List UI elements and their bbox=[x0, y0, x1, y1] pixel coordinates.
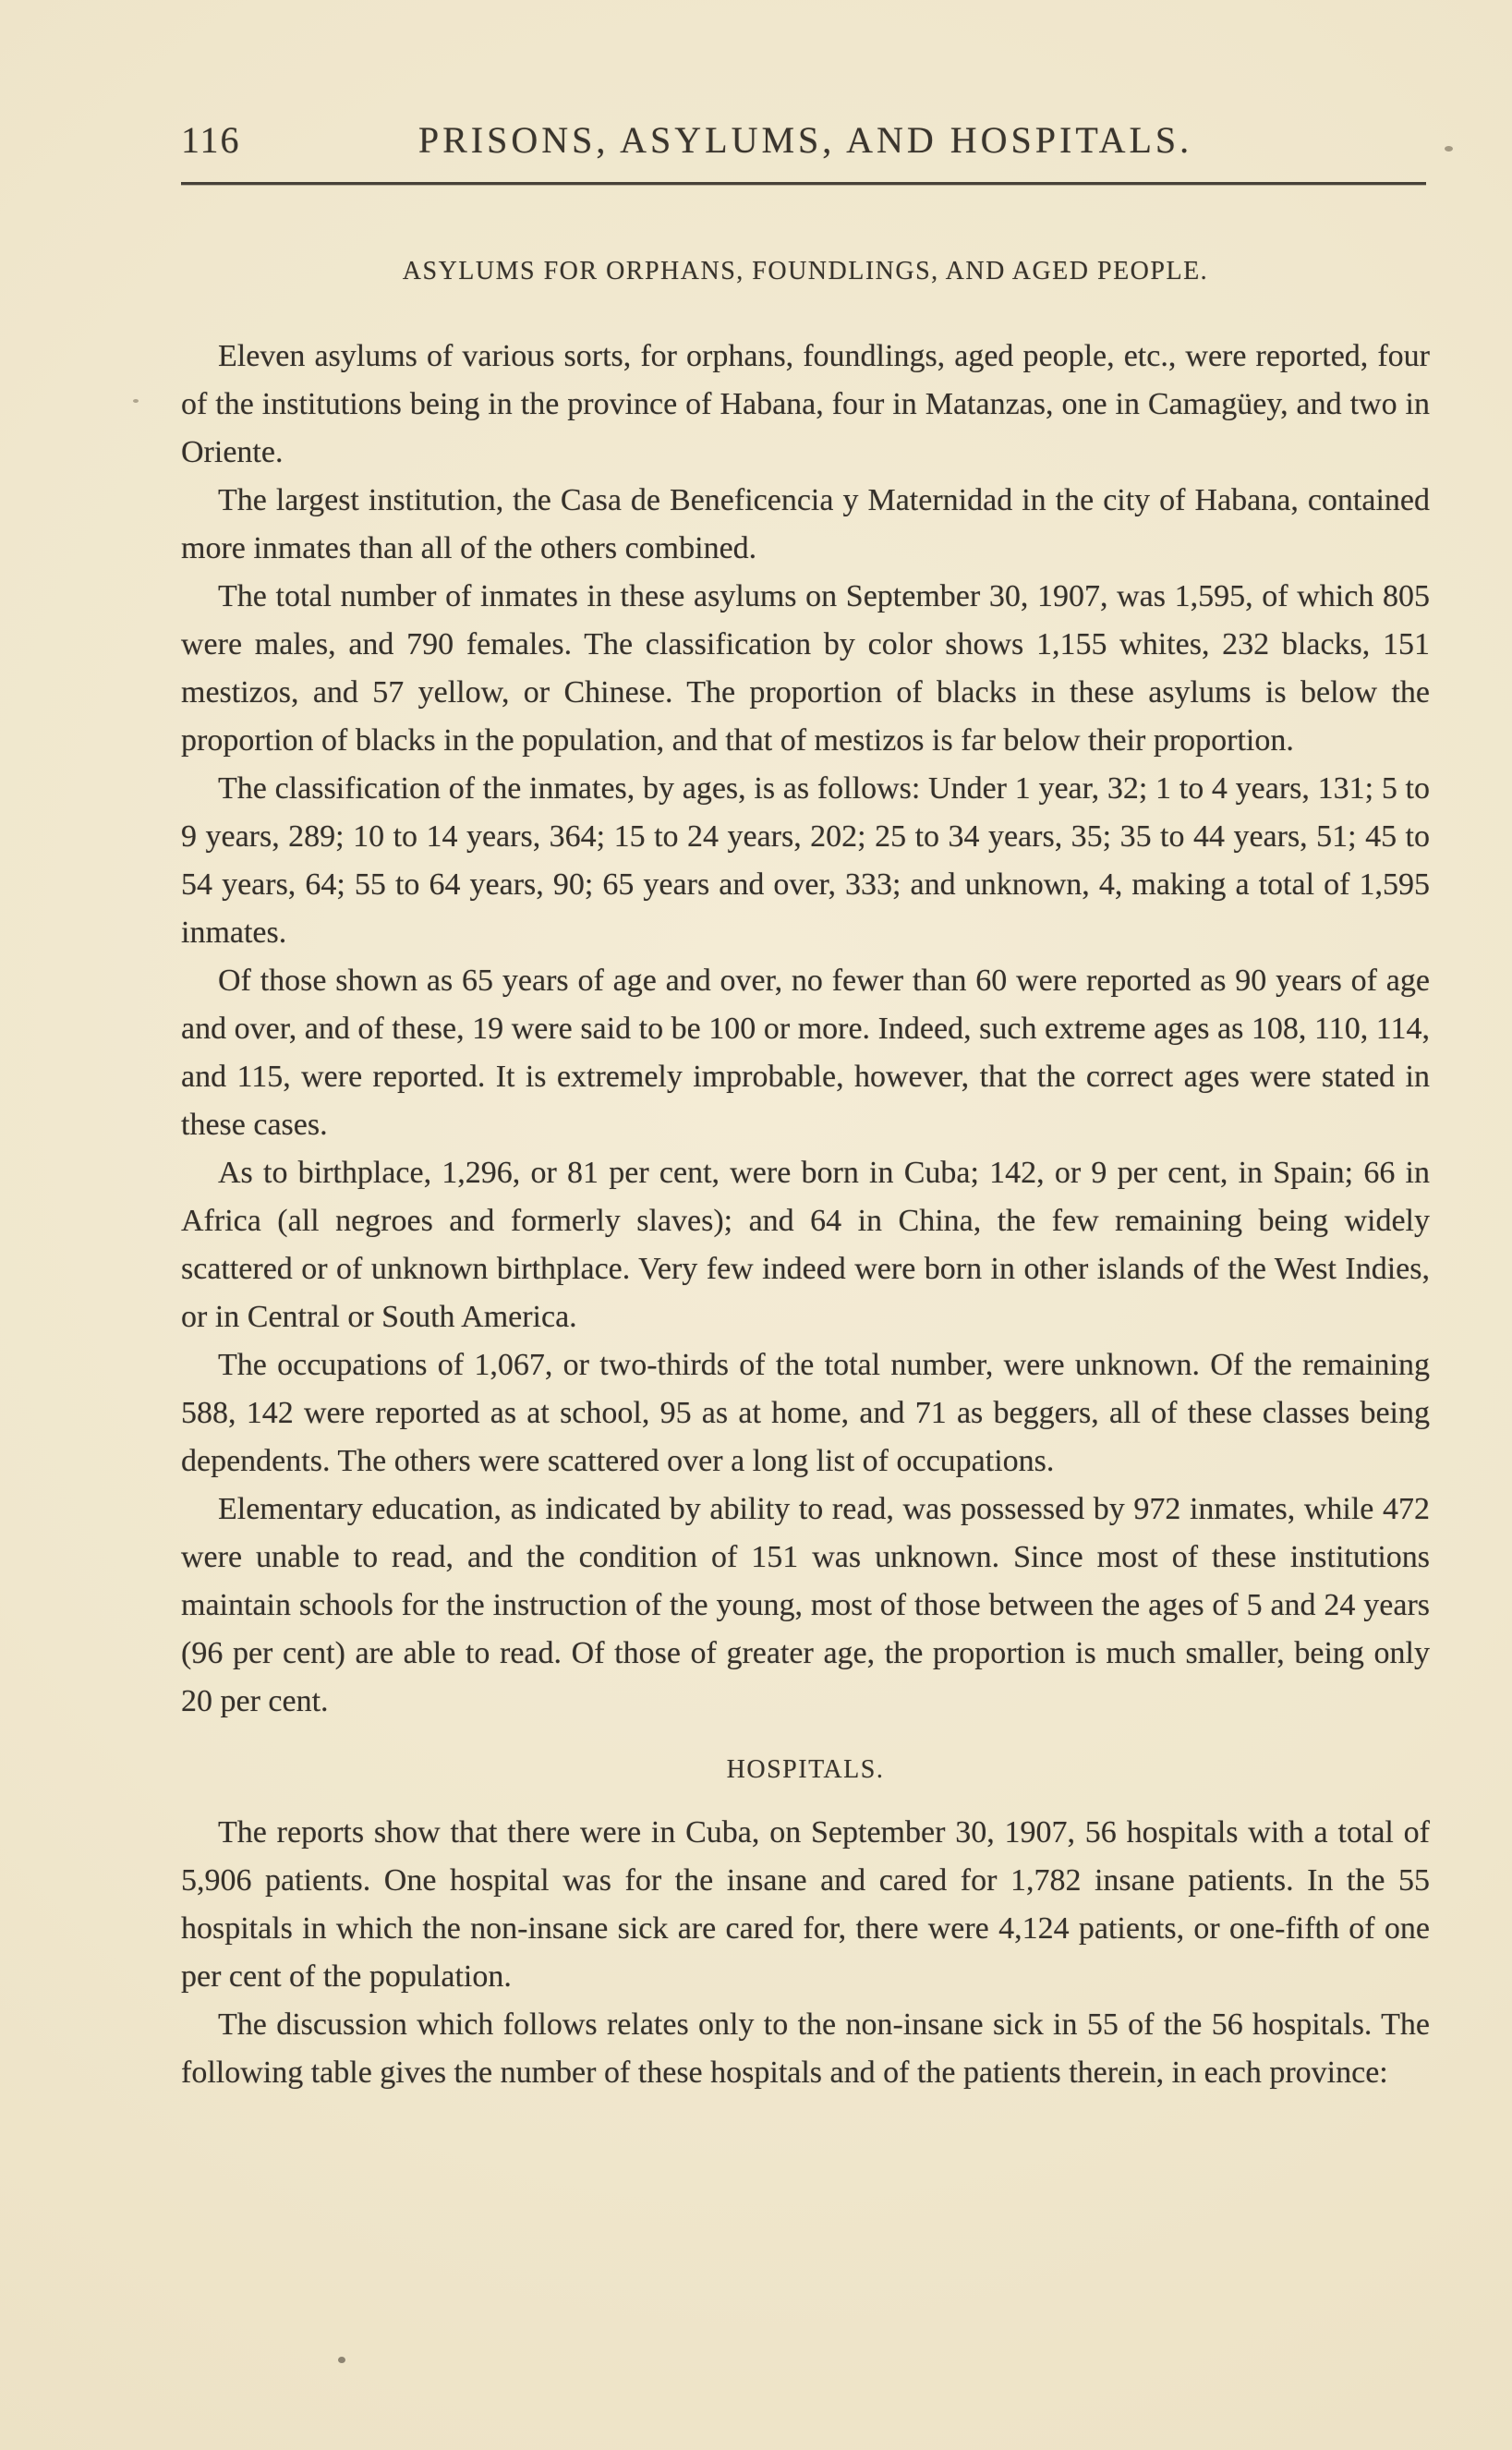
paragraph: The occupations of 1,067, or two-thirds of the total number, were unknown. Of the remaining 588, 142 were reported as at school, 95 as at home, and 71 as beggers, all of these classes being dependents. The others were scattered over a long list of occupations. bbox=[181, 1348, 1430, 1478]
paragraph: Of those shown as 65 years of age and over, no fewer than 60 were reported as 90 years of age and over, and of these, 19 were said to be 100 or more. Indeed, such extreme ages as 108, 110, 114, and 115, were reported. It is extremely improbable, however, that the correct ages were stated in these cases. bbox=[181, 964, 1430, 1142]
paragraph: The reports show that there were in Cuba, on September 30, 1907, 56 hospitals with a total of 5,906 patients. One hospital was for the insane and cared for 1,782 insane patients. In the 55 hospitals in which the non-insane sick are cared for, there were 4,124 patients, or one-fifth of one per cent of the population. bbox=[181, 1815, 1430, 1994]
paragraph: The total number of inmates in these asylums on September 30, 1907, was 1,595, of which 805 were males, and 790 females. The classification by color shows 1,155 whites, 232 blacks, 151 mestizos, and 57 yellow, or Chinese. The proportion of blacks in these asylums is below the proportion of blacks in the population, and that of mestizos is far below their proportion. bbox=[181, 579, 1430, 758]
section-asylums bbox=[181, 248, 1430, 1726]
paragraph: The classification of the inmates, by ages, is as follows: Under 1 year, 32; 1 to 4 years, 131; 5 to 9 years, 289; 10 to 14 years, 364; 15 to 24 years, 202; 25 to 34 years, 35; 35 to 44 years, 51; 45 to 54 years, 64; 55 to 64 years, 90; 65 years and over, 333; and unknown, 4, making a total of 1,595 inmates. bbox=[181, 771, 1430, 950]
paragraph: As to birthplace, 1,296, or 81 per cent, were born in Cuba; 142, or 9 per cent, in Spain; 66 in Africa (all negroes and formerly slaves); and 64 in China, the few remaining being widely scattered or of unknown birthplace. Very few indeed were born in other islands of the West Indies, or in Central or South America. bbox=[181, 1156, 1430, 1334]
page-text-column bbox=[181, 222, 1430, 2097]
ink-speck bbox=[1445, 146, 1453, 152]
ink-speck bbox=[338, 2357, 345, 2363]
ink-speck bbox=[133, 399, 139, 403]
paragraph: The largest institution, the Casa de Beneficencia y Maternidad in the city of Habana, contained more inmates than all of the others combined. bbox=[181, 483, 1430, 565]
running-head bbox=[181, 118, 1430, 161]
section-hospitals bbox=[181, 1746, 1430, 2097]
header-rule bbox=[181, 182, 1426, 186]
section-heading-hospitals: HOSPITALS. bbox=[726, 1755, 885, 1784]
paragraph: The discussion which follows relates only to the non-insane sick in 55 of the 56 hospitals. The following table gives the number of these hospitals and of the patients therein, in each province: bbox=[181, 2007, 1430, 2090]
running-header-title: PRISONS, ASYLUMS, AND HOSPITALS. bbox=[417, 119, 1193, 161]
page-number: 116 bbox=[181, 119, 241, 161]
section-heading-asylums: ASYLUMS FOR ORPHANS, FOUNDLINGS, AND AGED PEOPLE. bbox=[402, 257, 1209, 285]
paragraph: Elementary education, as indicated by ability to read, was possessed by 972 inmates, while 472 were unable to read, and the condition of 151 was unknown. Since most of these institutions maintain schools for the instruction of the young, most of those between the ages of 5 and 24 years (96 per cent) are able to read. Of those of greater age, the proportion is much smaller, being only 20 per cent. bbox=[181, 1492, 1430, 1718]
paragraph: Eleven asylums of various sorts, for orphans, foundlings, aged people, etc., were reported, four of the institutions being in the province of Habana, four in Matanzas, one in Camagüey, and two in Oriente. bbox=[181, 339, 1430, 469]
